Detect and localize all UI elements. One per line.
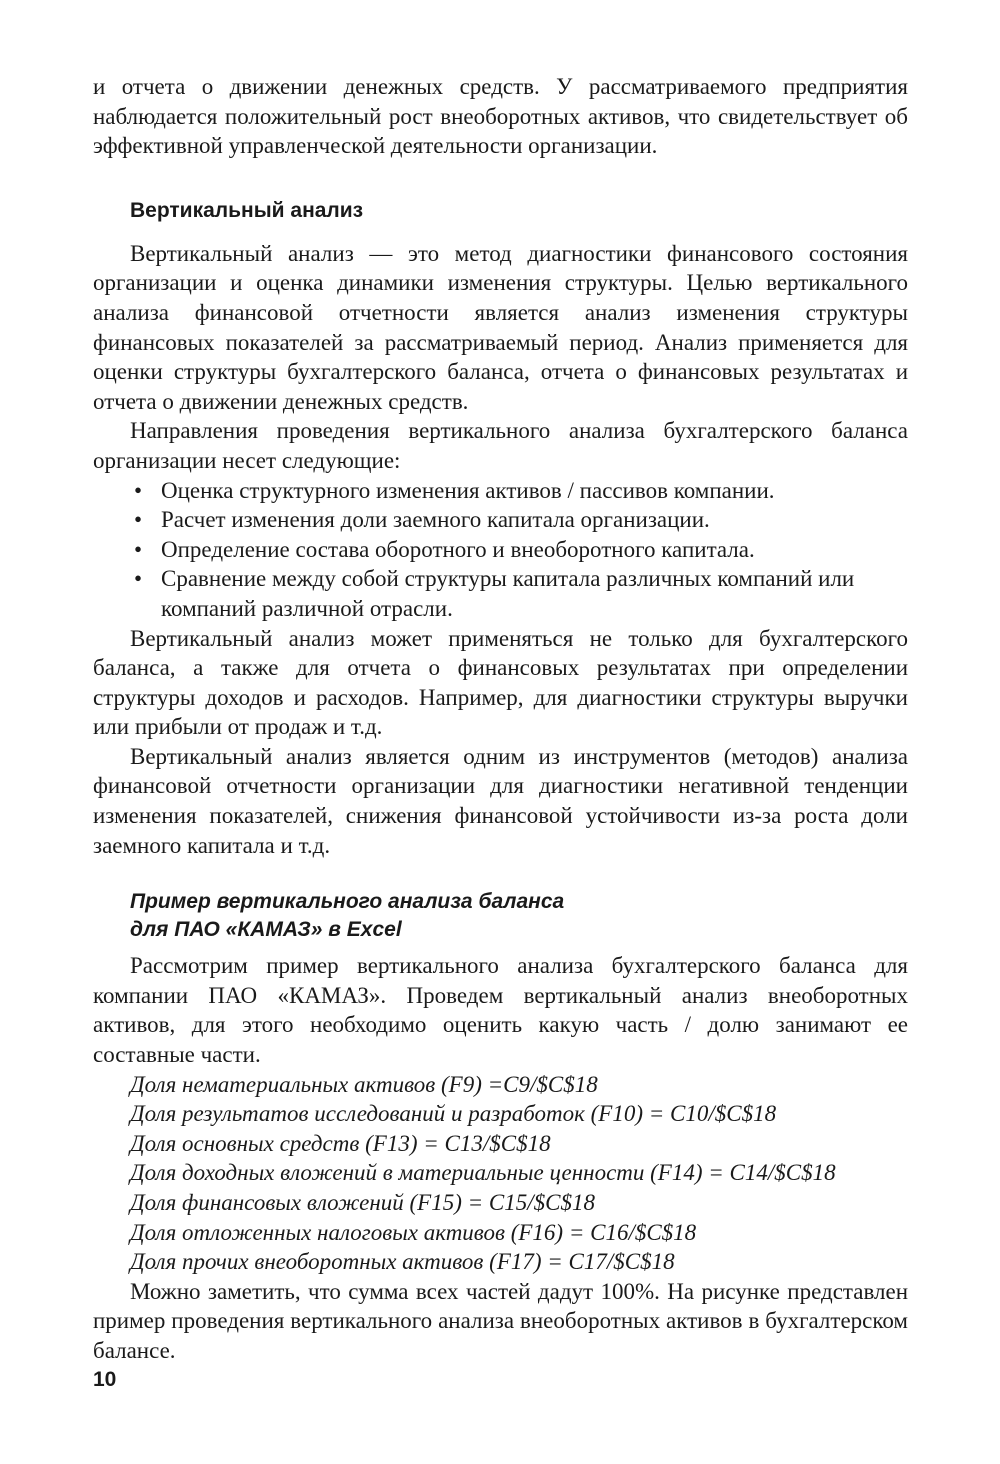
list-item-text: Определение состава оборотного и внеоборотного капитала. xyxy=(161,536,755,562)
formula-line: Доля отложенных налоговых активов (F16) = C16/$C$18 xyxy=(130,1219,697,1245)
paragraph-definition: Вертикальный анализ — это метод диагностики финансового состояния организации и оценка динамики изменения структуры. Целью вертикального анализа финансовой отчетности является анализ изменения структуры финансовых показателей за рассматриваемый период. Анализ применяется для оценки структуры бухгалтерского баланса, отчета о финансовых результатах и отчета о движении денежных средств. xyxy=(93,240,908,414)
intro-paragraph: и отчета о движении денежных средств. У рассматриваемого предприятия наблюдается положительный рост внеоборотных активов, что свидетельствует об эффективной управленческой деятельности организации. xyxy=(93,74,908,159)
formula-line: Доля финансовых вложений (F15) = C15/$C$18 xyxy=(130,1190,595,1215)
list-item-text: Расчет изменения доли заемного капитала организации. xyxy=(161,507,710,533)
paragraph-directions: Направления проведения вертикального анализа бухгалтерского баланса организации несет следующие: xyxy=(93,418,908,473)
bullet-icon: • xyxy=(134,507,143,533)
bullet-list xyxy=(93,476,908,624)
example-heading xyxy=(93,888,908,944)
list-item-text: Сравнение между собой структуры капитала различных компаний или компаний различной отрасли. xyxy=(161,566,855,621)
page-number: 10 xyxy=(93,1368,117,1391)
formula-line: Доля доходных вложений в материальные ценности (F14) = C14/$C$18 xyxy=(130,1160,836,1186)
formula-line: Доля нематериальных активов (F9) =C9/$C$18 xyxy=(130,1071,598,1097)
list-item xyxy=(130,505,908,535)
example-heading-line1: Пример вертикального анализа баланса xyxy=(130,890,565,914)
example-heading-line2: для ПАО «КАМАЗ» в Excel xyxy=(130,918,402,942)
formula-line: Доля прочих внеоборотных активов (F17) = C17/$C$18 xyxy=(130,1249,675,1275)
paragraph-instrument: Вертикальный анализ является одним из инструментов (методов) анализа финансовой отчетности организации для диагностики негативной тенденции изменения показателей, снижения финансовой устойчивости из-за роста доли заемного капитала и т.д. xyxy=(93,743,908,858)
list-item xyxy=(130,564,908,623)
page-content xyxy=(93,72,908,1366)
formula-list xyxy=(93,1070,908,1277)
formula-line: Доля основных средств (F13) = C13/$C$18 xyxy=(130,1130,551,1156)
bullet-icon: • xyxy=(134,566,143,592)
list-item xyxy=(130,535,908,565)
closing-paragraph: Можно заметить, что сумма всех частей дадут 100%. На рисунке представлен пример проведения вертикального анализа внеоборотных активов в бухгалтерском балансе. xyxy=(93,1278,908,1363)
bullet-icon: • xyxy=(134,477,143,503)
list-item xyxy=(130,476,908,506)
formula-line: Доля результатов исследований и разработок (F10) = C10/$C$18 xyxy=(130,1101,777,1127)
section-heading: Вертикальный анализ xyxy=(130,198,364,222)
bullet-icon: • xyxy=(134,536,143,562)
list-item-text: Оценка структурного изменения активов / пассивов компании. xyxy=(161,477,775,503)
paragraph-applications: Вертикальный анализ может применяться не только для бухгалтерского баланса, а также для отчета о финансовых результатах при определении структуры доходов и расходов. Например, для диагностики структуры выручки или прибыли от продаж и т.д. xyxy=(93,625,908,740)
example-paragraph: Рассмотрим пример вертикального анализа бухгалтерского баланса для компании ПАО «КАМАЗ». Проведем вертикальный анализ внеоборотных активов, для этого необходимо оценить какую часть / долю занимают ее составные части. xyxy=(93,953,908,1068)
